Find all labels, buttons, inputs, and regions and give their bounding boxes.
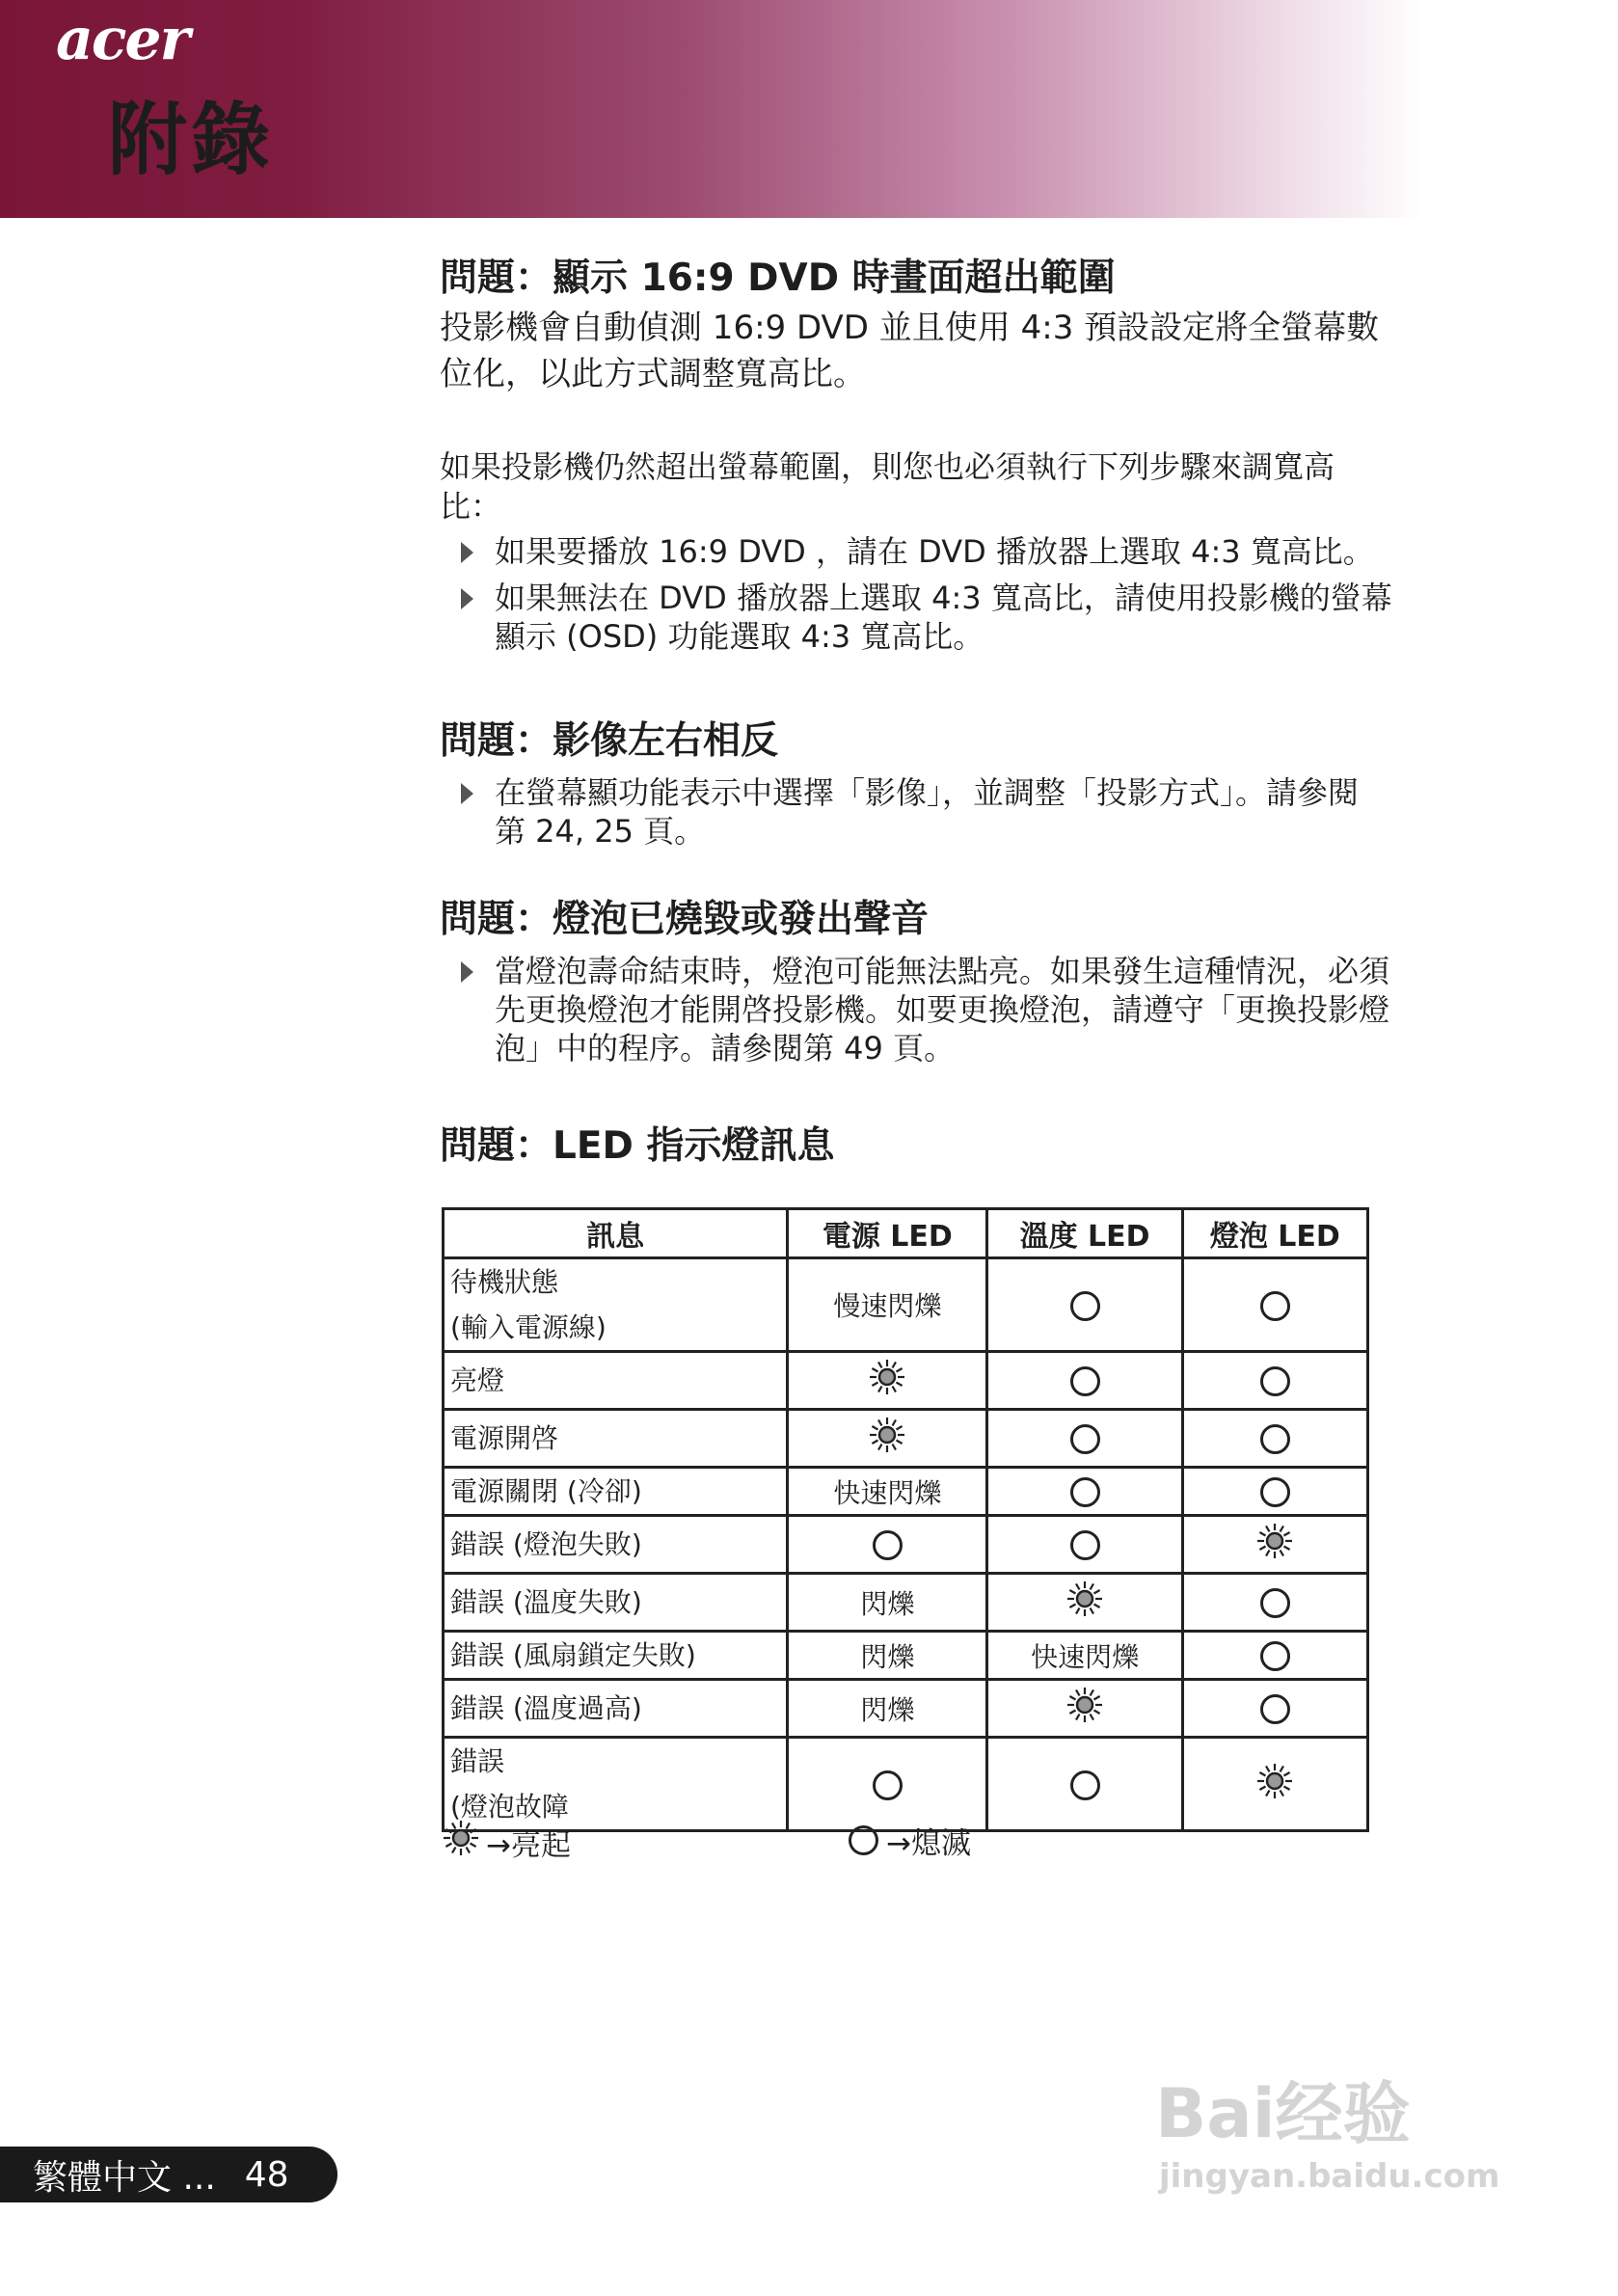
- power-led-cell: [788, 1738, 987, 1831]
- lamp-led-cell: [1182, 1738, 1367, 1831]
- bullet-list: [440, 532, 1392, 656]
- led-on-icon: [442, 1819, 480, 1865]
- message-cell: 錯誤 (燈泡故障: [444, 1738, 788, 1831]
- led-off-icon: [1070, 1770, 1100, 1800]
- header-banner: [0, 0, 1618, 218]
- power-led-cell: 快速閃爍: [788, 1468, 987, 1516]
- section-dvd-steps: [440, 446, 1392, 656]
- message-cell: 亮燈: [444, 1352, 788, 1410]
- led-indicator-table: [442, 1207, 1369, 1832]
- message-cell: 待機狀態 (輸入電源線): [444, 1258, 788, 1352]
- list-item: 當燈泡壽命結束時，燈泡可能無法點亮。如果發生這種情況，必須 先更換燈泡才能開啓投影機。如要更換燈泡，請遵守「更換投影燈 泡」中的程序。請參閱第 49 頁。: [440, 952, 1389, 1067]
- arrow-bullet-icon: [461, 961, 473, 983]
- arrow-bullet-icon: [461, 783, 473, 804]
- watermark-brand: Bai经验: [1155, 2074, 1411, 2153]
- power-led-cell: 閃爍: [788, 1680, 987, 1738]
- led-off-icon: [1070, 1366, 1100, 1396]
- led-off-icon: [1260, 1694, 1290, 1724]
- led-off-icon: [1260, 1366, 1290, 1396]
- led-off-icon: [873, 1770, 903, 1800]
- arrow-bullet-icon: [461, 588, 473, 609]
- power-led-cell: [788, 1410, 987, 1468]
- led-off-icon: [1260, 1588, 1290, 1618]
- message-cell: 錯誤 (燈泡失敗): [444, 1516, 788, 1574]
- led-table-body: [444, 1258, 1368, 1831]
- led-off-icon: [1070, 1477, 1100, 1507]
- table-row: [444, 1516, 1368, 1574]
- temp-led-cell: [987, 1574, 1182, 1632]
- legend: [442, 1819, 571, 1865]
- power-led-cell: 閃爍: [788, 1574, 987, 1632]
- temp-led-cell: [987, 1738, 1182, 1831]
- power-led-cell: 閃爍: [788, 1632, 987, 1680]
- section-title: 問題：燈泡已燒毀或發出聲音: [440, 898, 930, 941]
- watermark-url: jingyan.baidu.com: [1159, 2157, 1500, 2196]
- power-led-cell: [788, 1516, 987, 1574]
- led-off-icon: [873, 1530, 903, 1560]
- chapter-title: 附錄: [108, 95, 275, 186]
- temp-led-cell: [987, 1352, 1182, 1410]
- paragraph-line: 投影機會自動偵測 16:9 DVD 並且使用 4:3 預設設定將全螢幕數: [440, 309, 1380, 347]
- message-cell: 錯誤 (風扇鎖定失敗): [444, 1632, 788, 1680]
- table-header-row: [444, 1209, 1368, 1258]
- table-row: [444, 1574, 1368, 1632]
- header-lamp-led: 燈泡 LED: [1182, 1209, 1367, 1258]
- led-off-icon: [849, 1825, 878, 1855]
- led-off-icon: [1070, 1291, 1100, 1321]
- table-row: [444, 1632, 1368, 1680]
- legend-on-label: →亮起: [486, 1827, 571, 1863]
- table-row: [444, 1352, 1368, 1410]
- temp-led-cell: [987, 1258, 1182, 1352]
- watermark: [1155, 2060, 1499, 2196]
- list-item: 如果要播放 16:9 DVD ，請在 DVD 播放器上選取 4:3 寬高比。: [440, 532, 1392, 571]
- page-number: 48: [244, 2154, 289, 2195]
- section-title: 問題：影像左右相反: [440, 719, 779, 763]
- lamp-led-cell: [1182, 1258, 1367, 1352]
- message-cell: 電源開啓: [444, 1410, 788, 1468]
- led-on-icon: [1065, 1580, 1104, 1625]
- message-cell: 錯誤 (溫度過高): [444, 1680, 788, 1738]
- led-off-icon: [1070, 1530, 1100, 1560]
- section-dvd: [440, 253, 1379, 397]
- arrow-bullet-icon: [461, 542, 473, 563]
- footer-language: 繁體中文 ...: [33, 2157, 216, 2198]
- acer-logo: acer: [56, 6, 189, 73]
- lamp-led-cell: [1182, 1468, 1367, 1516]
- temp-led-cell: [987, 1410, 1182, 1468]
- lamp-led-cell: [1182, 1516, 1367, 1574]
- section-led: [440, 1121, 834, 1173]
- paragraph-line: 比：: [440, 488, 502, 525]
- section-title: 問題：顯示 16:9 DVD 時畫面超出範圍: [440, 257, 1116, 300]
- header-message: 訊息: [444, 1209, 788, 1258]
- table-row: [444, 1258, 1368, 1352]
- lamp-led-cell: [1182, 1410, 1367, 1468]
- led-off-icon: [1260, 1424, 1290, 1454]
- legend: [849, 1819, 971, 1862]
- led-off-icon: [1070, 1424, 1100, 1454]
- lamp-led-cell: [1182, 1680, 1367, 1738]
- bullet-list: [440, 773, 1359, 851]
- temp-led-cell: [987, 1680, 1182, 1738]
- temp-led-cell: [987, 1516, 1182, 1574]
- temp-led-cell: 快速閃爍: [987, 1632, 1182, 1680]
- table-row: [444, 1738, 1368, 1831]
- list-item: 在螢幕顯功能表示中選擇「影像」，並調整「投影方式」。請參閱 第 24, 25 頁。: [440, 773, 1359, 851]
- footer-page-tab: [0, 2147, 337, 2202]
- message-cell: 錯誤 (溫度失敗): [444, 1574, 788, 1632]
- power-led-cell: 慢速閃爍: [788, 1258, 987, 1352]
- led-off-icon: [1260, 1641, 1290, 1671]
- message-cell: 電源關閉 (冷卻): [444, 1468, 788, 1516]
- led-on-icon: [1065, 1686, 1104, 1731]
- power-led-cell: [788, 1352, 987, 1410]
- led-on-icon: [868, 1358, 906, 1403]
- section-lamp: [440, 894, 1389, 1067]
- paragraph-line: 如果投影機仍然超出螢幕範圍，則您也必須執行下列步驟來調寬高: [440, 448, 1335, 485]
- table-row: [444, 1680, 1368, 1738]
- lamp-led-cell: [1182, 1574, 1367, 1632]
- lamp-led-cell: [1182, 1352, 1367, 1410]
- list-item: 如果無法在 DVD 播放器上選取 4:3 寬高比，請使用投影機的螢幕 顯示 (OSD) 功能選取 4:3 寬高比。: [440, 579, 1392, 656]
- legend-off-label: →熄滅: [886, 1826, 971, 1861]
- led-on-icon: [1255, 1522, 1294, 1567]
- temp-led-cell: [987, 1468, 1182, 1516]
- section-title: 問題：LED 指示燈訊息: [440, 1124, 835, 1168]
- table-row: [444, 1410, 1368, 1468]
- bullet-list: [440, 952, 1389, 1067]
- led-on-icon: [1255, 1762, 1294, 1807]
- paragraph-line: 位化，以此方式調整寬高比。: [440, 355, 866, 393]
- header-power-led: 電源 LED: [788, 1209, 987, 1258]
- led-off-icon: [1260, 1291, 1290, 1321]
- led-off-icon: [1260, 1477, 1290, 1507]
- led-on-icon: [868, 1416, 906, 1461]
- lamp-led-cell: [1182, 1632, 1367, 1680]
- table-row: [444, 1468, 1368, 1516]
- section-mirror: [440, 716, 1359, 851]
- header-temp-led: 溫度 LED: [987, 1209, 1182, 1258]
